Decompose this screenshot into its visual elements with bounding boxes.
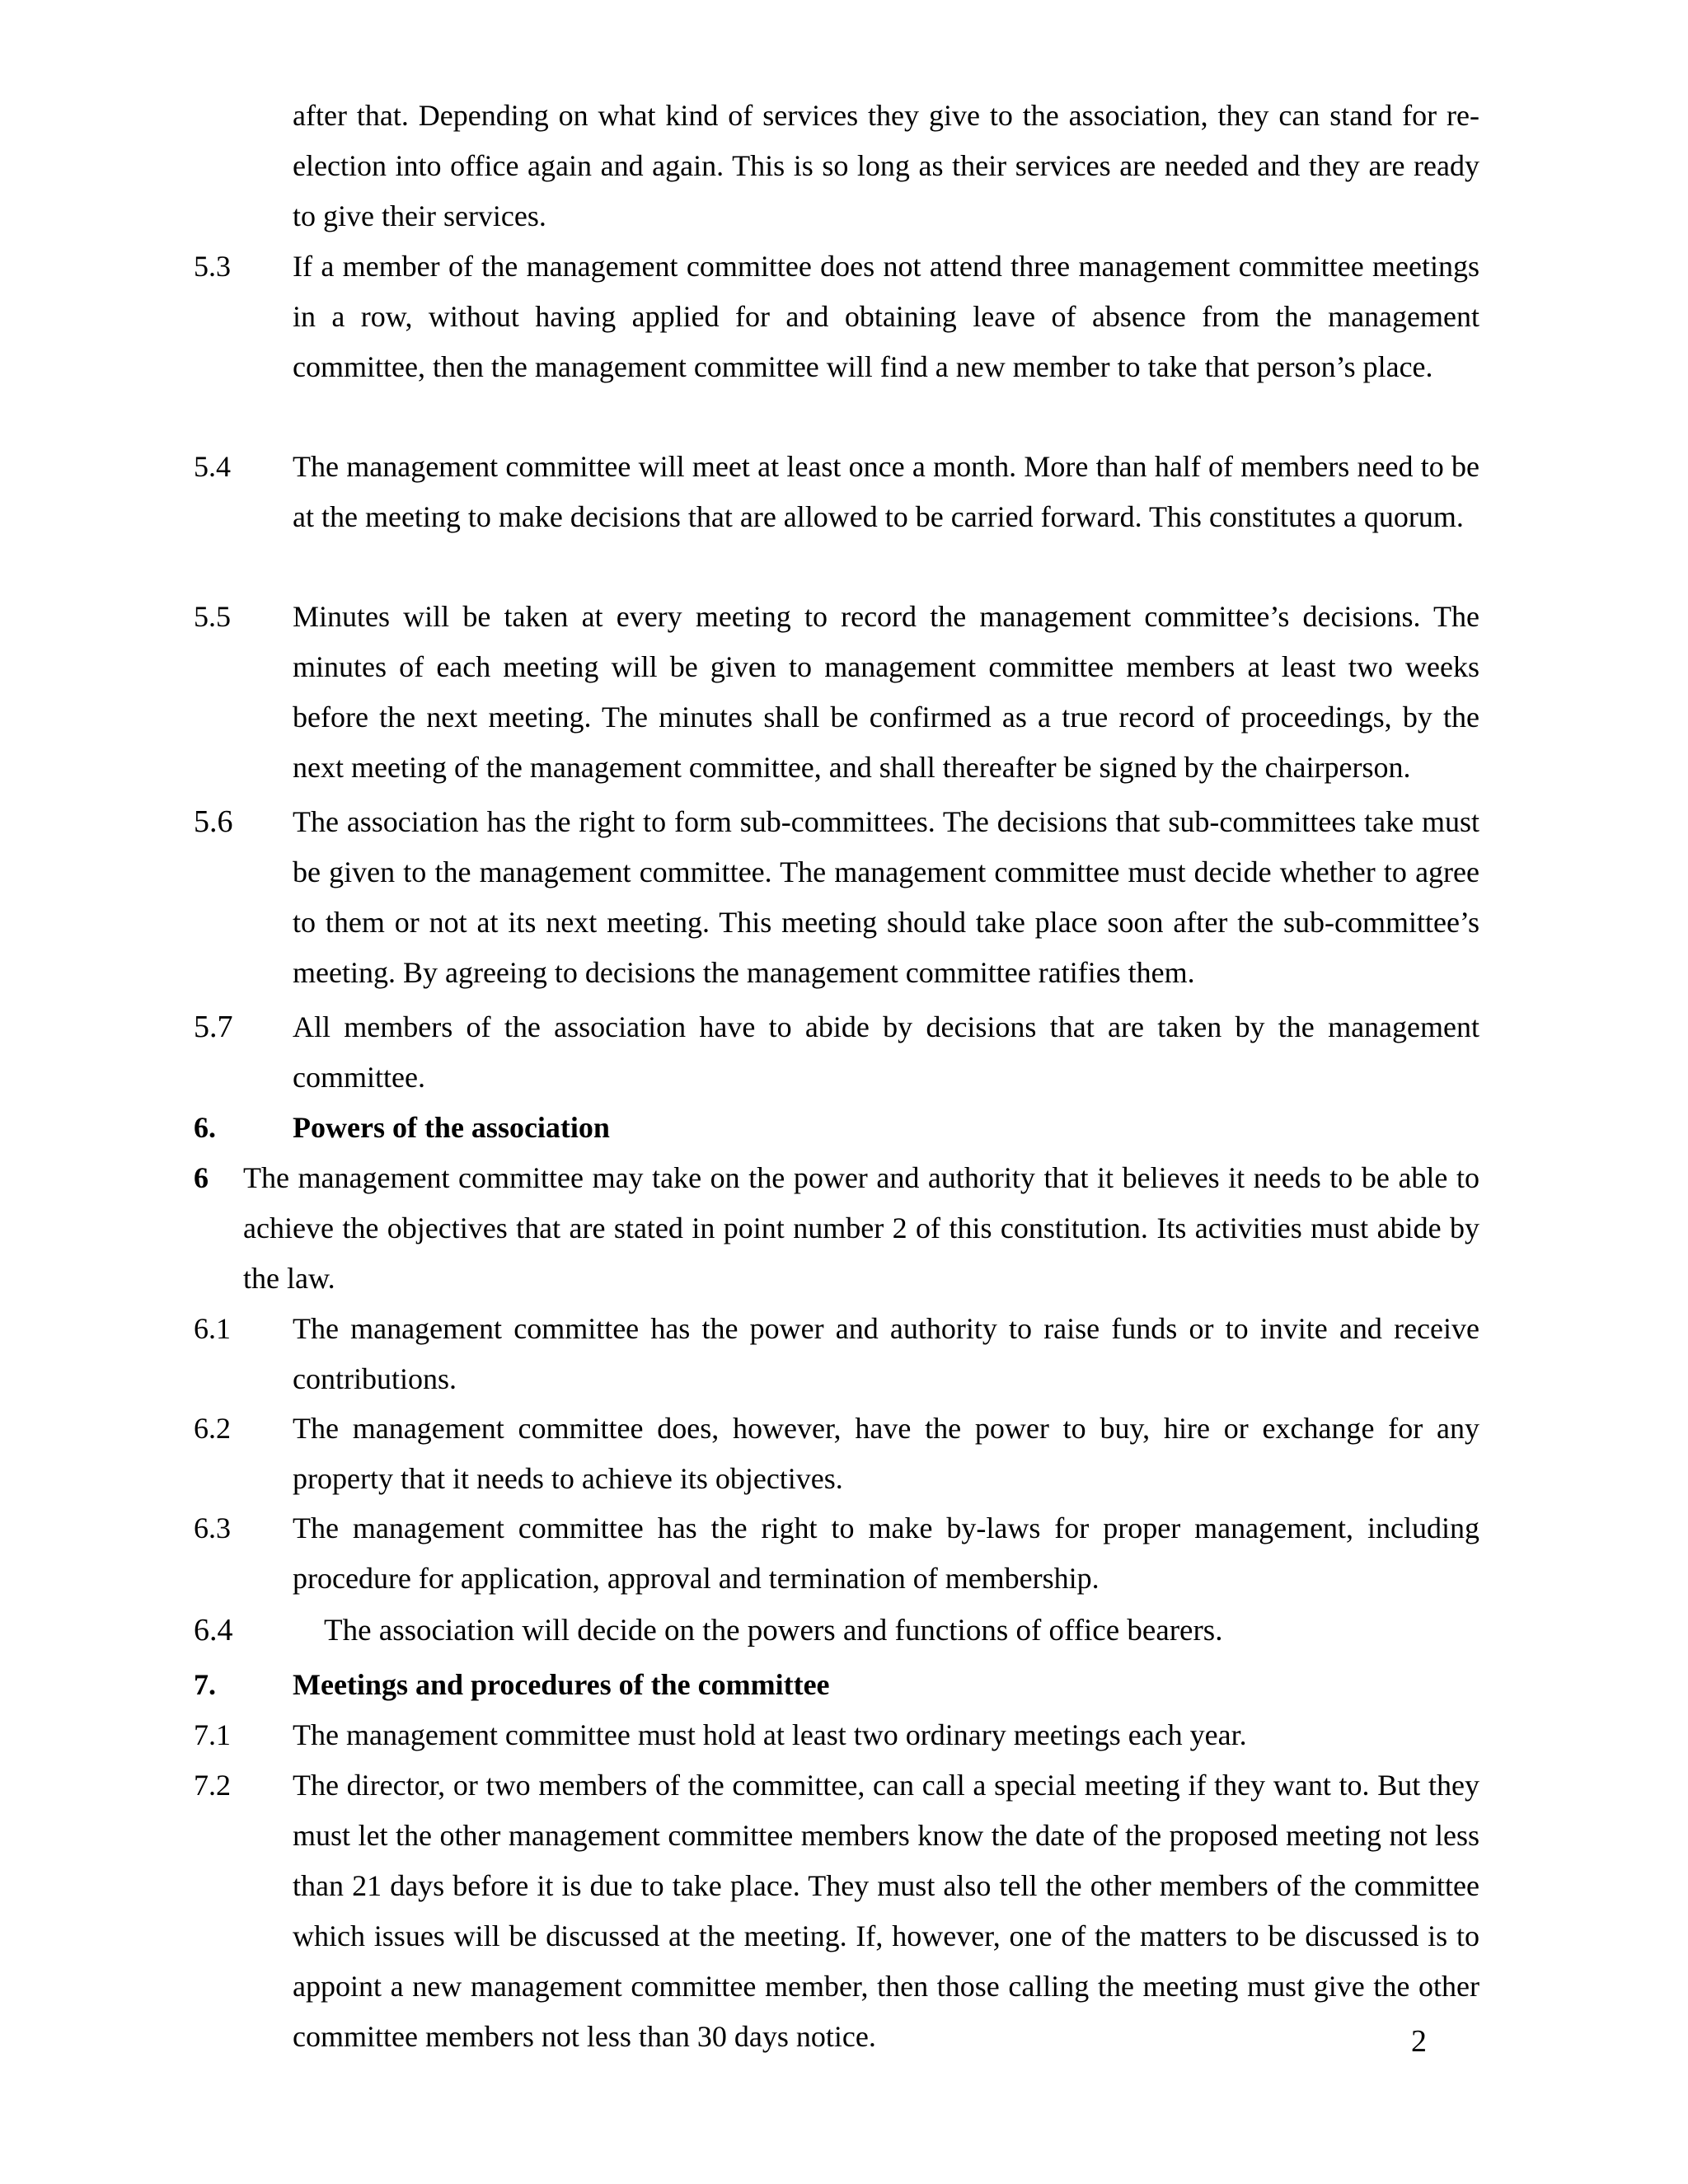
clause-number-5-4: 5.4 bbox=[194, 450, 231, 483]
clause-text-5-4: The management committee will meet at least once a month. More than half of members need to be at the meeting to make decisions that are allowed to be carried forward. This constitutes a quorum. bbox=[293, 450, 1479, 533]
section-heading-6: Powers of the association bbox=[293, 1111, 610, 1144]
clause-number-6: 6 bbox=[194, 1161, 209, 1194]
clause-number-5-5: 5.5 bbox=[194, 600, 231, 633]
section-number-7: 7. bbox=[194, 1668, 216, 1701]
clause-number-6-4: 6.4 bbox=[194, 1613, 233, 1647]
clause-number-7-2: 7.2 bbox=[194, 1769, 231, 1802]
clause-text-5-5: Minutes will be taken at every meeting to record the management committee’s decisions. The minutes of each meeting will be given to management committee members at least two weeks before the next meeting. The minutes shall be confirmed as a true record of proceedings, by the next meeting of the management committee, and shall thereafter be signed by the chairperson. bbox=[293, 600, 1479, 784]
clause-text-6-3: The management committee has the right to make by-laws for proper management, including procedure for application, approval and termination of membership. bbox=[293, 1511, 1479, 1595]
clause-text-7-1: The management committee must hold at least two ordinary meetings each year. bbox=[293, 1718, 1247, 1751]
clause-number-5-7: 5.7 bbox=[194, 1010, 233, 1044]
clause-text-6-1: The management committee has the power and authority to raise funds or to invite and receive contributions. bbox=[293, 1312, 1479, 1395]
clause-number-5-6: 5.6 bbox=[194, 804, 233, 839]
section-heading-7: Meetings and procedures of the committee bbox=[293, 1668, 830, 1701]
clause-text-5-6: The association has the right to form sub-committees. The decisions that sub-committees take must be given to the management committee. The management committee must decide whether to agree to them or not at its next meeting. This meeting should take place soon after the sub-committee’s meeting. By agreeing to decisions the management committee ratifies them. bbox=[293, 805, 1479, 989]
clause-number-7-1: 7.1 bbox=[194, 1718, 231, 1751]
section-number-6: 6. bbox=[194, 1111, 216, 1144]
clause-text-6-4: The association will decide on the powers and functions of office bearers. bbox=[324, 1614, 1223, 1647]
clause-text-6-2: The management committee does, however, have the power to buy, hire or exchange for any property that it needs to achieve its objectives. bbox=[293, 1412, 1479, 1495]
clause-number-6-1: 6.1 bbox=[194, 1312, 231, 1345]
clause-text-5-7: All members of the association have to abide by decisions that are taken by the management committee. bbox=[293, 1010, 1479, 1094]
paragraph-5-2-continued: after that. Depending on what kind of services they give to the association, they can stand for re-election into office again and again. This is so long as their services are needed and they are ready to give their services. bbox=[293, 99, 1479, 232]
clause-text-7-2: The director, or two members of the committee, can call a special meeting if they want to. But they must let the other management committee members know the date of the proposed meeting not less than 21 days before it is due to take place. They must also tell the other members of the committee which issues will be discussed at the meeting. If, however, one of the matters to be discussed is to appoint a new management committee member, then those calling the meeting must give the other committee members not less than 30 days notice. bbox=[293, 1769, 1479, 2053]
page-number: 2 bbox=[1411, 2024, 1427, 2059]
clause-text-6: The management committee may take on the power and authority that it believes it needs to be able to achieve the objectives that are stated in point number 2 of this constitution. Its activities must abide by the law. bbox=[243, 1161, 1479, 1295]
clause-text-5-3: If a member of the management committee does not attend three management committee meetings in a row, without having applied for and obtaining leave of absence from the management committee, then the management committee will find a new member to take that person’s place. bbox=[293, 250, 1479, 383]
clause-number-5-3: 5.3 bbox=[194, 250, 231, 283]
clause-number-6-2: 6.2 bbox=[194, 1412, 231, 1445]
clause-number-6-3: 6.3 bbox=[194, 1511, 231, 1544]
